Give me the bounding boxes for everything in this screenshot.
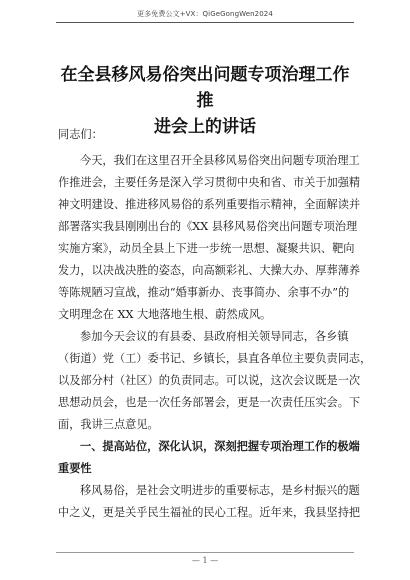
paragraph-line: 思想动员会，也是一次任务部署会，更是一次责任压实会。下: [58, 396, 361, 409]
paragraph-line: 神文明建设、推进移风易俗的系列重要指示精神，全面解读并: [58, 198, 361, 211]
section-heading-line: 一、提高站位，深化认识，深刻把握专项治理工作的极端: [80, 440, 360, 453]
paragraph-line: 作推进会，主要任务是深入学习贯彻中央和省、市关于加强精: [58, 176, 361, 189]
paragraph-line: 今天，我们在这里召开全县移风易俗突出问题专项治理工: [80, 154, 360, 167]
paragraph-line: 参加今天会议的有县委、县政府相关领导同志，各乡镇: [80, 330, 349, 343]
paragraph-line: 发力，以决战决胜的姿态，向高额彩礼、大操大办、厚葬薄养: [58, 264, 361, 277]
paragraph-line: 面，我讲三点意见。: [58, 418, 159, 431]
paragraph-line: 移风易俗，是社会文明进步的重要标志，是乡村振兴的题: [80, 484, 360, 497]
body-text: [58, 150, 372, 524]
paragraph-line: （街道）党（工）委书记、乡镇长，县直各单位主要负责同志，: [58, 352, 372, 365]
paragraph-line: 以及部分村（社区）的负责同志。可以说，这次会议既是一次: [58, 374, 361, 387]
title-line-2: 进会上的讲话: [154, 117, 256, 137]
header-banner: 更多免费公文+VX：QiGeGongWen2024: [137, 10, 273, 18]
title-line-1: 在全县移风易俗突出问题专项治理工作推: [60, 65, 350, 111]
paragraph-line: 部署落实我县刚刚出台的《XX 县移风易俗突出问题专项治理: [58, 220, 358, 233]
footer-divider: [56, 552, 354, 553]
header-divider: [56, 22, 354, 23]
paragraph-line: 实施方案》，动员全县上下进一步统一思想、凝聚共识、靶向: [58, 242, 355, 255]
salutation: 同志们：: [58, 128, 103, 141]
section-heading-line: 重要性: [58, 462, 92, 475]
page-number: — 1 —: [191, 556, 219, 565]
paragraph-line: 文明理念在 XX 大地落地生根、蔚然成风。: [58, 308, 272, 321]
paragraph-line: 中之义，更是关乎民生福祉的民心工程。近年来，我县坚持把: [58, 506, 361, 519]
paragraph-line: 等陈规陋习宣战，推动“婚事新办、丧事简办、余事不办”的: [58, 286, 350, 299]
